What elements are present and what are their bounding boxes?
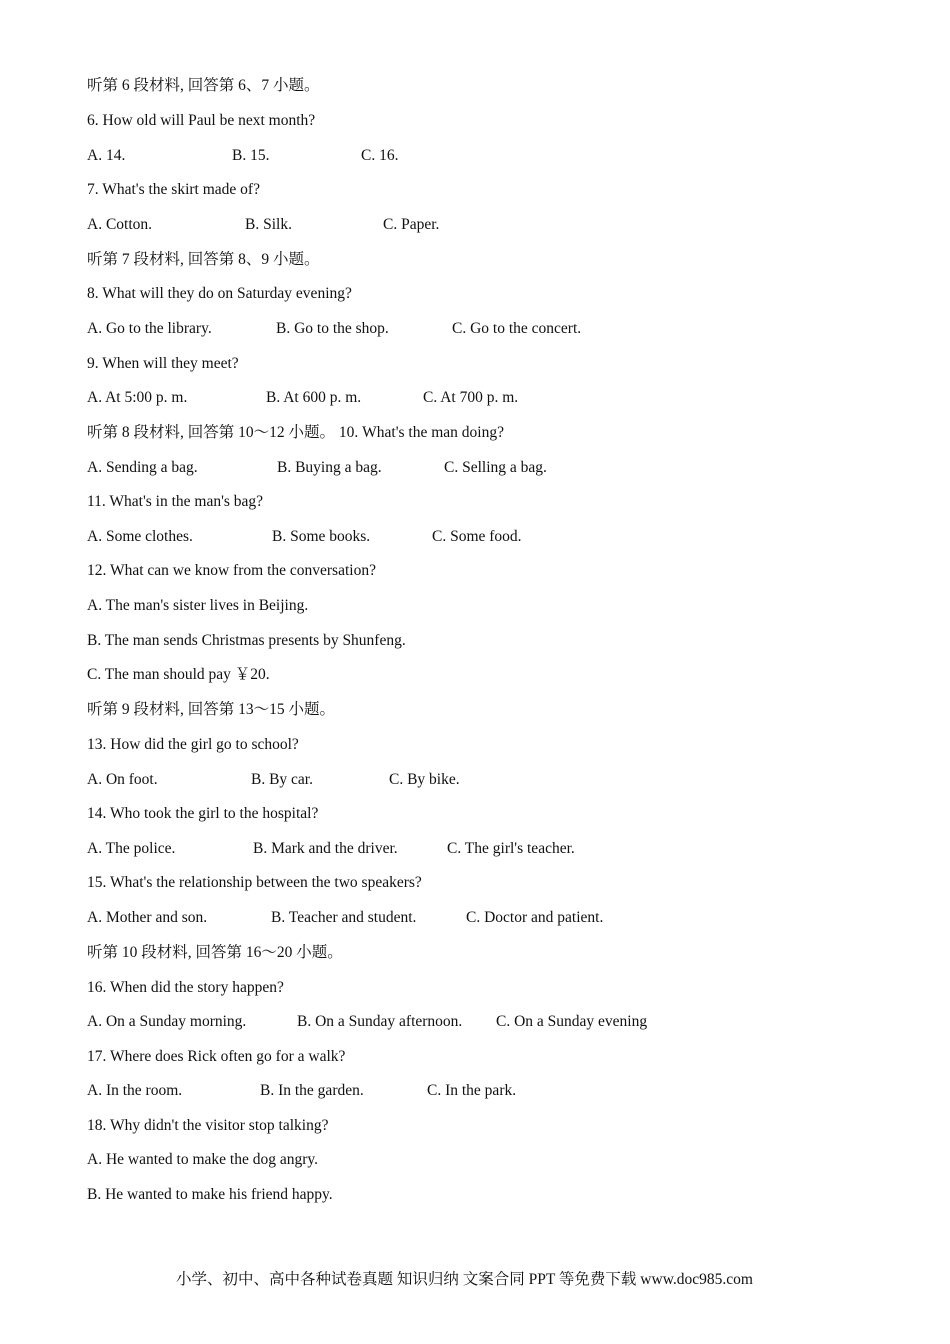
option-b: B. The man sends Christmas presents by Shunfeng. xyxy=(87,632,406,649)
option-b: B. Teacher and student. xyxy=(271,909,417,926)
question: 13. How did the girl go to school? xyxy=(87,736,299,753)
option-b: B. Mark and the driver. xyxy=(253,840,398,857)
question: 9. When will they meet? xyxy=(87,355,239,372)
question: 8. What will they do on Saturday evening? xyxy=(87,285,352,302)
question: 16. When did the story happen? xyxy=(87,979,284,996)
option-a: A. The police. xyxy=(87,840,176,857)
option-b: B. By car. xyxy=(251,771,313,788)
option-b: B. Go to the shop. xyxy=(276,320,389,337)
question: 11. What's in the man's bag? xyxy=(87,493,264,510)
option-a: A. 14. xyxy=(87,147,126,164)
question: 15. What's the relationship between the two speakers? xyxy=(87,874,422,891)
option-a: A. At 5:00 p. m. xyxy=(87,389,188,406)
option-c: C. In the park. xyxy=(427,1082,517,1099)
option-c: C. Selling a bag. xyxy=(444,459,547,476)
option-c: C. The man should pay ￥20. xyxy=(87,666,270,683)
option-a: A. He wanted to make the dog angry. xyxy=(87,1151,318,1168)
option-c: C. Doctor and patient. xyxy=(466,909,604,926)
section-heading: 听第 9 段材料, 回答第 13～15 小题。 xyxy=(87,701,336,718)
option-b: B. He wanted to make his friend happy. xyxy=(87,1186,333,1203)
option-c: C. 16. xyxy=(361,147,399,164)
question: 6. How old will Paul be next month? xyxy=(87,112,316,129)
option-c: C. Some food. xyxy=(432,528,522,545)
option-b: B. On a Sunday afternoon. xyxy=(297,1013,463,1030)
option-c: C. Go to the concert. xyxy=(452,320,582,337)
option-c: C. On a Sunday evening xyxy=(496,1013,648,1030)
option-a: A. Cotton. xyxy=(87,216,153,233)
option-a: A. Go to the library. xyxy=(87,320,212,337)
option-b: B. Silk. xyxy=(245,216,292,233)
option-a: A. The man's sister lives in Beijing. xyxy=(87,597,309,614)
question: 17. Where does Rick often go for a walk? xyxy=(87,1048,346,1065)
option-c: C. The girl's teacher. xyxy=(447,840,575,857)
option-b: B. Buying a bag. xyxy=(277,459,382,476)
question: 14. Who took the girl to the hospital? xyxy=(87,805,319,822)
section-heading: 听第 6 段材料, 回答第 6、7 小题。 xyxy=(87,77,320,94)
option-a: A. Some clothes. xyxy=(87,528,193,545)
option-c: C. At 700 p. m. xyxy=(423,389,519,406)
option-b: B. In the garden. xyxy=(260,1082,364,1099)
page-footer: 小学、初中、高中各种试卷真题 知识归纳 文案合同 PPT 等免费下载 www.doc985.com xyxy=(176,1271,753,1288)
option-c: C. Paper. xyxy=(383,216,440,233)
option-a: A. Sending a bag. xyxy=(87,459,198,476)
option-a: A. Mother and son. xyxy=(87,909,208,926)
section-heading: 听第 10 段材料, 回答第 16～20 小题。 xyxy=(87,944,343,961)
option-a: A. In the room. xyxy=(87,1082,183,1099)
option-a: A. On a Sunday morning. xyxy=(87,1013,247,1030)
option-b: B. Some books. xyxy=(272,528,371,545)
question: 12. What can we know from the conversation? xyxy=(87,562,376,579)
option-b: B. At 600 p. m. xyxy=(266,389,362,406)
option-c: C. By bike. xyxy=(389,771,460,788)
section-heading: 听第 8 段材料, 回答第 10～12 小题。 10. What's the man doing? xyxy=(87,424,504,441)
option-b: B. 15. xyxy=(232,147,270,164)
section-heading: 听第 7 段材料, 回答第 8、9 小题。 xyxy=(87,251,320,268)
question: 18. Why didn't the visitor stop talking? xyxy=(87,1117,329,1134)
option-a: A. On foot. xyxy=(87,771,158,788)
question: 7. What's the skirt made of? xyxy=(87,181,260,198)
